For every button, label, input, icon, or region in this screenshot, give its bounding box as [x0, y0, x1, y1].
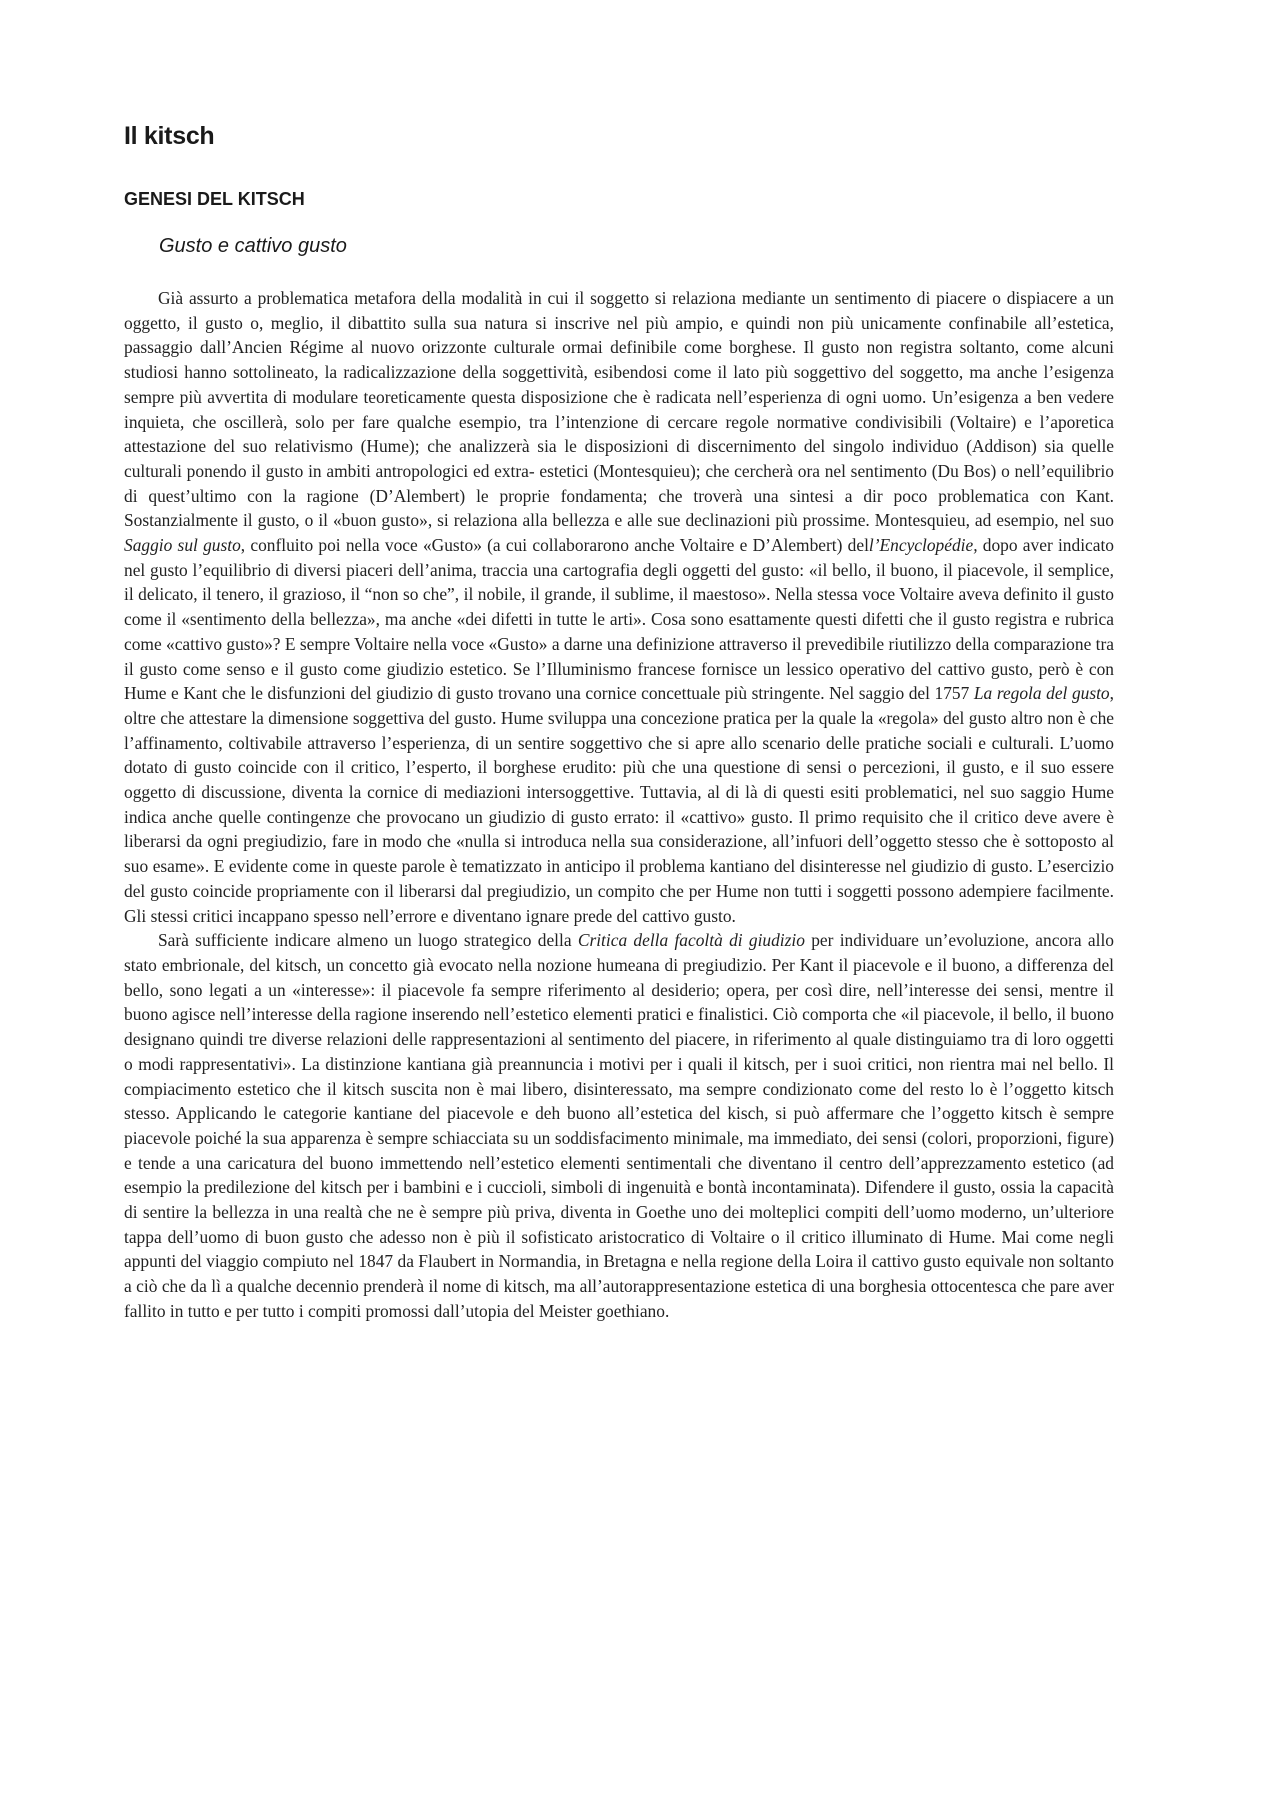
paragraph-text: Già assurto a problematica metafora della modalità in cui il soggetto si relaziona mediante un sentimento di piacere o dispiacere a un oggetto, il gusto o, meglio, il dibattito sulla sua natura si inscrive nel più ampio, e quindi non più unicamente confinabile all’estetica, passaggio dall’Ancien Régime al nuovo orizzonte culturale ormai definibile come borghese. Il gusto non registra soltanto, come alcuni studiosi hanno sottolineato, la radicalizzazione della soggettività, esibendosi come il lato più soggettivo del soggetto, ma anche l’esigenza sempre più avvertita di modulare teoreticamente questa disposizione che è radicata nell’esperienza di ogni uomo. Un’esigenza a ben vedere inquieta, che oscillerà, solo per fare qualche esempio, tra l’intenzione di cercare regole normative condivisibili (Voltaire) e l’aporetica attestazione del suo relativismo (Hume); che analizzerà sia le disposizioni di discernimento del singolo individuo (Addison) sia quelle culturali ponendo il gusto in ambiti antropologici ed extra- estetici (Montesquieu); che cercherà ora nel sentimento (Du Bos) o nell’equilibrio di quest’ultimo con la ragione (D’Alembert) le proprie fondamenta; che troverà una sintesi a dir poco problematica con Kant. Sostanzialmente il gusto, o il «buon gusto», si relaziona alla bellezza e alle sue declinazioni più prossime. Montesquieu, ad esempio, nel suo — [124, 288, 1114, 531]
italic-title-text: La regola del gusto — [973, 683, 1110, 704]
paragraph-text: , oltre che attestare la dimensione soggettiva del gusto. Hume sviluppa una concezione pratica per la quale la «regola» del gusto altro non è che l’affinamento, coltivabile attraverso l’esperienza, di un sentire soggettivo che si apre allo scenario delle pratiche sociali e culturali. L’uomo dotato di gusto coincide con il critico, l’esperto, il borghese erudito: più che una questione di sensi o percezioni, il gusto, e il suo essere oggetto di discussione, diventa la cornice di mediazioni intersoggettive. Tuttavia, al di là di questi esiti problematici, nel suo saggio Hume indica anche quelle contingenze che provocano un giudizio di gusto errato: il «cattivo» gusto. Il primo requisito che il critico deve avere è liberarsi da ogni pregiudizio, fare in modo che «nulla si introduca nella sua considerazione, all’infuori dell’oggetto stesso che è sottoposto al suo esame». E evidente come in queste parole è tematizzato in anticipo il problema kantiano del disinteresse nel giudizio di gusto. L’esercizio del gusto coincide propriamente con il liberarsi dal pregiudizio, un compito che per Hume non tutti i soggetti possono adempiere facilmente. Gli stessi critici incappano spesso nell’errore e diventano ignare prede del cattivo gusto. — [124, 683, 1114, 926]
body-paragraph — [124, 928, 1114, 1323]
subsection-heading: Gusto e cattivo gusto — [159, 235, 347, 257]
body-paragraph — [124, 286, 1114, 928]
document-title: Il kitsch — [124, 122, 215, 150]
document-content — [124, 122, 1114, 1324]
body-text — [124, 286, 1114, 1324]
paragraph-text: Sarà sufficiente indicare almeno un luogo strategico della — [158, 930, 578, 951]
paragraph-text: , confluito poi nella voce «Gusto» (a cui collaborarono anche Voltaire e D’Alembert) del — [240, 535, 869, 556]
paragraph-text: per individuare un’evoluzione, ancora allo stato embrionale, del kitsch, un concetto già evocato nella nozione humeana di pregiudizio. Per Kant il piacevole e il buono, a differenza del bello, sono legati a un «interesse»: il piacevole fa sempre riferimento al desiderio; opera, per così dire, nell’interesse dei sensi, mentre il buono agisce nell’interesse della ragione inserendo nell’estetico elementi pratici e finalistici. Ciò comporta che «il piacevole, il bello, il buono designano quindi tre diverse relazioni delle rappresentazioni al sentimento del piacere, in riferimento al quale distinguiamo tra di loro oggetti o modi rappresentativi». La distinzione kantiana già preannuncia i motivi per i quali il kitsch, per i suoi critici, non rientra mai nel bello. Il compiacimento estetico che il kitsch suscita non è mai libero, disinteressato, ma sempre condizionato come del resto lo è l’oggetto kitsch stesso. Applicando le categorie kantiane del piacevole e deh buono all’estetica del kisch, si può affermare che l’oggetto kitsch è sempre piacevole poiché la sua apparenza è sempre schiacciata su un soddisfacimento minimale, ma immediato, dei sensi (colori, proporzioni, figure) e tende a una caricatura del buono immettendo nell’estetico elementi sentimentali che diventano il centro dell’apprezzamento estetico (ad esempio la predilezione del kitsch per i bambini e i cuccioli, simboli di ingenuità e bontà incontaminata). Difendere il gusto, ossia la capacità di sentire la bellezza in una realtà che ne è sempre più priva, diventa in Goethe uno dei molteplici compiti dell’uomo moderno, un’ulteriore tappa dell’uomo di buon gusto che adesso non è più il sofisticato aristocratico di Voltaire o il critico illuminato di Hume. Mai come negli appunti del viaggio compiuto nel 1847 da Flaubert in Normandia, in Bretagna e nella regione della Loira il cattivo gusto equivale non soltanto a ciò che da lì a qualche decennio prenderà il nome di kitsch, ma all’autorappresentazione estetica di una borghesia ottocentesca che pare aver fallito in tutto e per tutto i compiti promossi dall’utopia del Meister goethiano. — [124, 930, 1114, 1321]
paragraph-text: dopo aver indicato nel gusto l’equilibrio di diversi piaceri dell’anima, traccia una cartografia degli oggetti del gusto: «il bello, il buono, il piacevole, il semplice, il delicato, il tenero, il grazioso, il “non so che”, il nobile, il grande, il sublime, il maestoso». Nella stessa voce Voltaire aveva definito il gusto come il «sentimento della bellezza», ma anche «dei difetti in tutte le arti». Cosa sono esattamente questi difetti che il gusto registra e rubrica come «cattivo gusto»? E sempre Voltaire nella voce «Gusto» a darne una definizione attraverso il prevedibile riutilizzo della comparazione tra il gusto come senso e il gusto come giudizio estetico. Se l’Illuminismo francese fornisce un lessico operativo del cattivo gusto, però è con Hume e Kant che le disfunzioni del giudizio di gusto trovano una cornice concettuale più stringente. Nel saggio del 1757 — [124, 535, 1114, 704]
italic-title-text: Saggio sul gusto — [124, 535, 241, 556]
section-heading: GENESI DEL KITSCH — [124, 189, 305, 209]
italic-title-text: l’Encyclopédie, — [868, 535, 978, 556]
italic-title-text: Critica della facoltà di giudizio — [577, 930, 805, 951]
